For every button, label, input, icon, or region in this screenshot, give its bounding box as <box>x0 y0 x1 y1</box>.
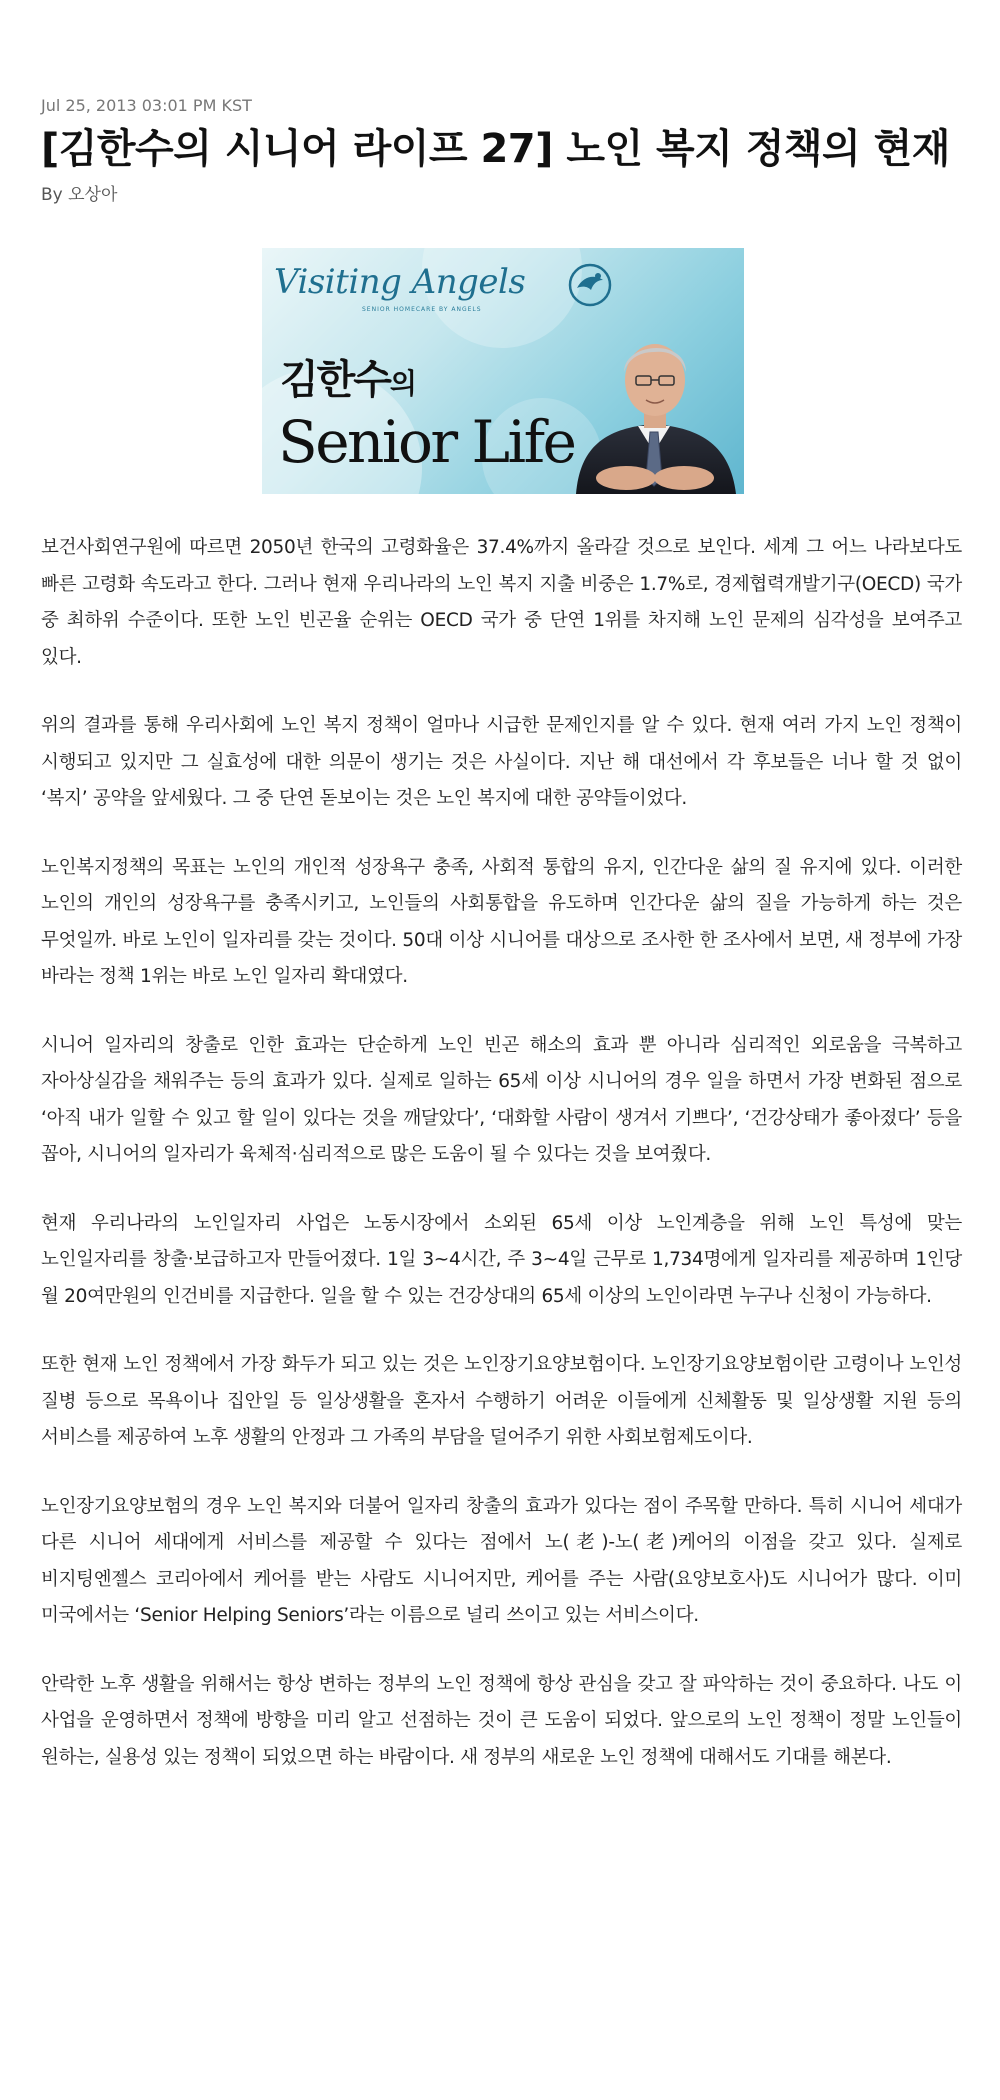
article-body <box>41 530 962 1808</box>
banner-brand-logo: Visiting Angels <box>274 262 526 302</box>
article-dateline: Jul 25, 2013 03:01 PM KST <box>41 96 252 115</box>
banner-columnist-name <box>280 348 415 405</box>
article-paragraph: 시니어 일자리의 창출로 인한 효과는 단순하게 노인 빈곤 해소의 효과 뿐 아니라 심리적인 외로움을 극복하고 자아상실감을 채워주는 등의 효과가 있다. 실제로 일하는 65세 이상 시니어의 경우 일을 하면서 가장 변화된 점으로 ‘아직 내가 일할 수 있고 할 일이 있다는 것을 깨달았다’, ‘대화할 사람이 생겨서 기쁘다’, ‘건강상태가 좋아졌다’ 등을 꼽아, 시니어의 일자리가 육체적·심리적으로 많은 도움이 될 수 있다는 것을 보여줬다. <box>41 1034 962 1165</box>
article-byline: By 오상아 <box>41 185 118 205</box>
article-paragraph: 노인장기요양보험의 경우 노인 복지와 더불어 일자리 창출의 효과가 있다는 점이 주목할 만하다. 특히 시니어 세대가 다른 시니어 세대에게 서비스를 제공할 수 있다는 점에서 노(老)-노(老)케어의 이점을 갖고 있다. 실제로 비지팅엔젤스 코리아에서 케어를 받는 사람도 시니어지만, 케어를 주는 사람(요양보호사)도 시니어가 많다. 이미 미국에서는 ‘Senior Helping Seniors’라는 이름으로 널리 쓰이고 있는 서비스이다. <box>41 1495 962 1626</box>
banner-columnist-name-suffix: 의 <box>389 367 415 400</box>
angel-logo-icon <box>567 262 613 308</box>
article-paragraph: 노인복지정책의 목표는 노인의 개인적 성장욕구 충족, 사회적 통합의 유지, 인간다운 삶의 질 유지에 있다. 이러한 노인의 개인의 성장욕구를 충족시키고, 노인들의 사회통합을 유도하며 인간다운 삶의 질을 가능하게 하는 것은 무엇일까. 바로 노인이 일자리를 갖는 것이다. 50대 이상 시니어를 대상으로 조사한 한 조사에서 보면, 새 정부에 가장 바라는 정책 1위는 바로 노인 일자리 확대였다. <box>41 856 962 987</box>
article-paragraph: 위의 결과를 통해 우리사회에 노인 복지 정책이 얼마나 시급한 문제인지를 알 수 있다. 현재 여러 가지 노인 정책이 시행되고 있지만 그 실효성에 대한 의문이 생기는 것은 사실이다. 지난 해 대선에서 각 후보들은 너나 할 것 없이 ‘복지’ 공약을 앞세웠다. 그 중 단연 돋보이는 것은 노인 복지에 대한 공약들이었다. <box>41 715 962 809</box>
article-paragraph: 보건사회연구원에 따르면 2050년 한국의 고령화율은 37.4%까지 올라갈 것으로 보인다. 세계 그 어느 나라보다도 빠른 고령화 속도라고 한다. 그러나 현재 우리나라의 노인 복지 지출 비중은 1.7%로, 경제협력개발기구(OECD) 국가 중 최하위 수준이다. 또한 노인 빈곤율 순위는 OECD 국가 중 단연 1위를 차지해 노인 문제의 심각성을 보여주고 있다. <box>41 537 962 668</box>
column-banner-image <box>262 248 744 494</box>
article-headline: [김한수의 시니어 라이프 27] 노인 복지 정책의 현재 <box>41 126 950 172</box>
article-paragraph: 안락한 노후 생활을 위해서는 항상 변하는 정부의 노인 정책에 항상 관심을 갖고 잘 파악하는 것이 중요하다. 나도 이 사업을 운영하면서 정책에 방향을 미리 알고 선점하는 것이 큰 도움이 되었다. 앞으로의 노인 정책이 정말 노인들이 원하는, 실용성 있는 정책이 되었으면 하는 바람이다. 새 정부의 새로운 노인 정책에 대해서도 기대를 해본다. <box>41 1673 962 1768</box>
banner-brand-tagline: SENIOR HOMECARE BY ANGELS <box>362 306 482 313</box>
banner-columnist-name-text: 김한수 <box>280 357 390 403</box>
article-paragraph: 또한 현재 노인 정책에서 가장 화두가 되고 있는 것은 노인장기요양보험이다. 노인장기요양보험이란 고령이나 노인성 질병 등으로 목욕이나 집안일 등 일상생활을 혼자서 수행하기 어려운 이들에게 신체활동 및 일상생활 지원 등의 서비스를 제공하여 노후 생활의 안정과 그 가족의 부담을 덜어주기 위한 사회보험제도이다. <box>41 1354 962 1448</box>
banner-column-title: Senior Life <box>278 408 575 476</box>
article-paragraph: 현재 우리나라의 노인일자리 사업은 노동시장에서 소외된 65세 이상 노인계층을 위해 노인 특성에 맞는 노인일자리를 창출·보급하고자 만들어졌다. 1일 3~4시간, 주 3~4일 근무로 1,734명에게 일자리를 제공하며 1인당 월 20여만원의 인건비를 지급한다. 일을 할 수 있는 건강상대의 65세 이상의 노인이라면 누구나 신청이 가능하다. <box>41 1212 962 1307</box>
columnist-portrait <box>566 328 744 494</box>
article-header <box>41 96 961 206</box>
